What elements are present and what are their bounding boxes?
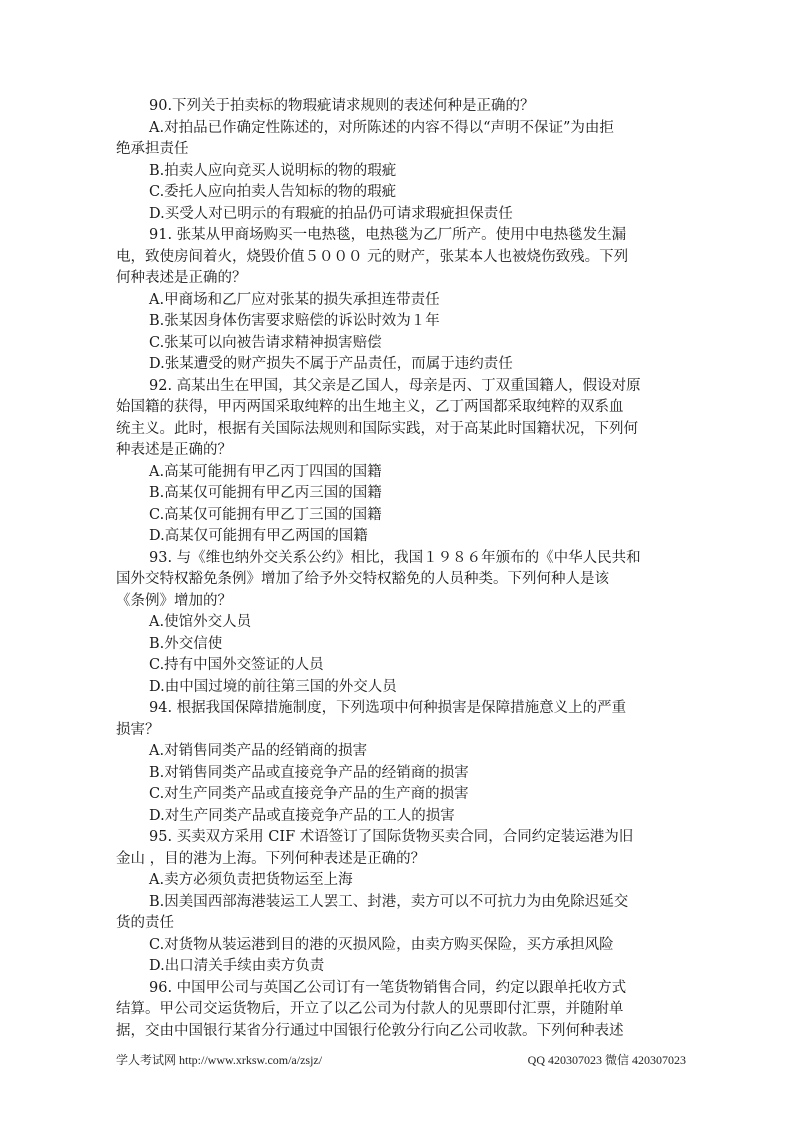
answer-option-line: B.对销售同类产品或直接竞争产品的经销商的损害: [149, 764, 469, 781]
answer-option-line: A.使馆外交人员: [149, 614, 252, 630]
question-block: [116, 376, 686, 548]
answer-option-line: A.甲商场和乙厂应对张某的损失承担连带责任: [149, 291, 440, 308]
question-stem-line: 统主义。此时，根据有关国际法规则和国际实践，对于高某此时国籍状况，下列何: [116, 420, 638, 437]
question-stem-line: 损害？: [116, 721, 160, 738]
answer-option-line: 绝承担责任: [116, 141, 189, 157]
question-stem-line: 何种表述是正确的？: [116, 270, 247, 286]
answer-option-line: A.对销售同类产品的经销商的损害: [149, 743, 368, 759]
question-stem-line: 95. 买卖双方采用 CIF 术语签订了国际货物买卖合同，合同约定装运港为旧: [149, 829, 634, 845]
answer-option-line: B.张某因身体伤害要求赔偿的诉讼时效为１年: [149, 313, 440, 329]
question-stem-line: 《条例》增加的？: [116, 592, 232, 609]
question-block: [116, 225, 686, 376]
question-list: [116, 96, 686, 1042]
question-stem-line: 92. 高某出生在甲国，其父亲是乙国人，母亲是丙、丁双重国籍人，假设对原: [149, 377, 641, 394]
page-footer: [116, 1051, 686, 1071]
answer-option-line: D.出口清关手续由卖方负责: [149, 958, 325, 974]
question-stem-line: 96. 中国甲公司与英国乙公司订有一笔货物销售合同，约定以跟单托收方式: [149, 979, 627, 996]
question-stem-line: 种表述是正确的？: [116, 442, 232, 458]
answer-option-line: D.由中国过境的前往第三国的外交人员: [149, 678, 397, 695]
answer-option-line: C.对货物从装运港到目的港的灭损风险，由卖方购买保险，买方承担风险: [149, 936, 614, 953]
question-block: [116, 548, 686, 699]
question-stem-line: 结算。甲公司交运货物后，开立了以乙公司为付款人的见票即付汇票，并随附单: [116, 1001, 624, 1017]
answer-option-line: A.对拍品已作确定性陈述的，对所陈述的内容不得以“声明不保证”为由拒: [149, 119, 614, 136]
answer-option-line: B.因美国西部海港装运工人罢工、封港，卖方可以不可抗力为由免除迟延交: [149, 893, 629, 910]
question-block: [116, 827, 686, 978]
answer-option-line: D.买受人对已明示的有瑕疵的拍品仍可请求瑕疵担保责任: [149, 205, 513, 222]
answer-option-line: B.外交信使: [149, 635, 223, 652]
answer-option-line: D.张某遭受的财产损失不属于产品责任，而属于违约责任: [149, 356, 513, 372]
question-stem-line: 94. 根据我国保障措施制度，下列选项中何种损害是保障措施意义上的严重: [149, 700, 627, 716]
question-stem-line: 据，交由中国银行某省分行通过中国银行伦敦分行向乙公司收款。下列何种表述: [116, 1022, 624, 1039]
question-block: [116, 978, 686, 1043]
answer-option-line: C.张某可以向被告请求精神损害赔偿: [149, 334, 382, 351]
question-stem-line: 国外交特权豁免条例》增加了给予外交特权豁免的人员种类。下列何种人是该: [116, 571, 609, 587]
answer-option-line: C.高某仅可能拥有甲乙丁三国的国籍: [149, 506, 382, 523]
question-stem-line: 始国籍的获得，甲丙两国采取纯粹的出生地主义，乙丁两国都采取纯粹的双系血: [116, 399, 624, 415]
footer-website: 学人考试网 http://www.xrksw.com/a/zsjz/: [116, 1053, 323, 1067]
question-stem-line: 91. 张某从甲商场购买一电热毯，电热毯为乙厂所产。使用中电热毯发生漏: [149, 227, 627, 243]
question-block: [116, 698, 686, 827]
question-stem-line: 90.下列关于拍卖标的物瑕疵请求规则的表述何种是正确的？: [149, 98, 535, 114]
question-block: [116, 96, 686, 225]
answer-option-line: B.拍卖人应向竞买人说明标的物的瑕疵: [149, 162, 397, 179]
question-stem-line: 93. 与《维也纳外交关系公约》相比，我国１９８６年颁布的《中华人民共和: [149, 549, 641, 566]
answer-option-line: D.对生产同类产品或直接竞争产品的工人的损害: [149, 807, 455, 824]
answer-option-line: A.高某可能拥有甲乙丙丁四国的国籍: [149, 463, 382, 480]
answer-option-line: B.高某仅可能拥有甲乙丙三国的国籍: [149, 485, 382, 501]
answer-option-line: 货的责任: [116, 915, 174, 931]
answer-option-line: C.持有中国外交签证的人员: [149, 657, 324, 673]
question-stem-line: 电，致使房间着火，烧毁价值５０００ 元的财产，张某本人也被烧伤致残。下列: [116, 248, 629, 265]
answer-option-line: D.高某仅可能拥有甲乙两国的国籍: [149, 528, 368, 544]
footer-contact: QQ 420307023 微信 420307023: [527, 1053, 686, 1067]
question-stem-line: 金山 ，目的港为上海。下列何种表述是正确的？: [116, 850, 426, 867]
answer-option-line: A.卖方必须负责把货物运至上海: [149, 872, 353, 888]
answer-option-line: C.委托人应向拍卖人告知标的物的瑕疵: [149, 184, 397, 200]
answer-option-line: C.对生产同类产品或直接竞争产品的生产商的损害: [149, 786, 469, 802]
